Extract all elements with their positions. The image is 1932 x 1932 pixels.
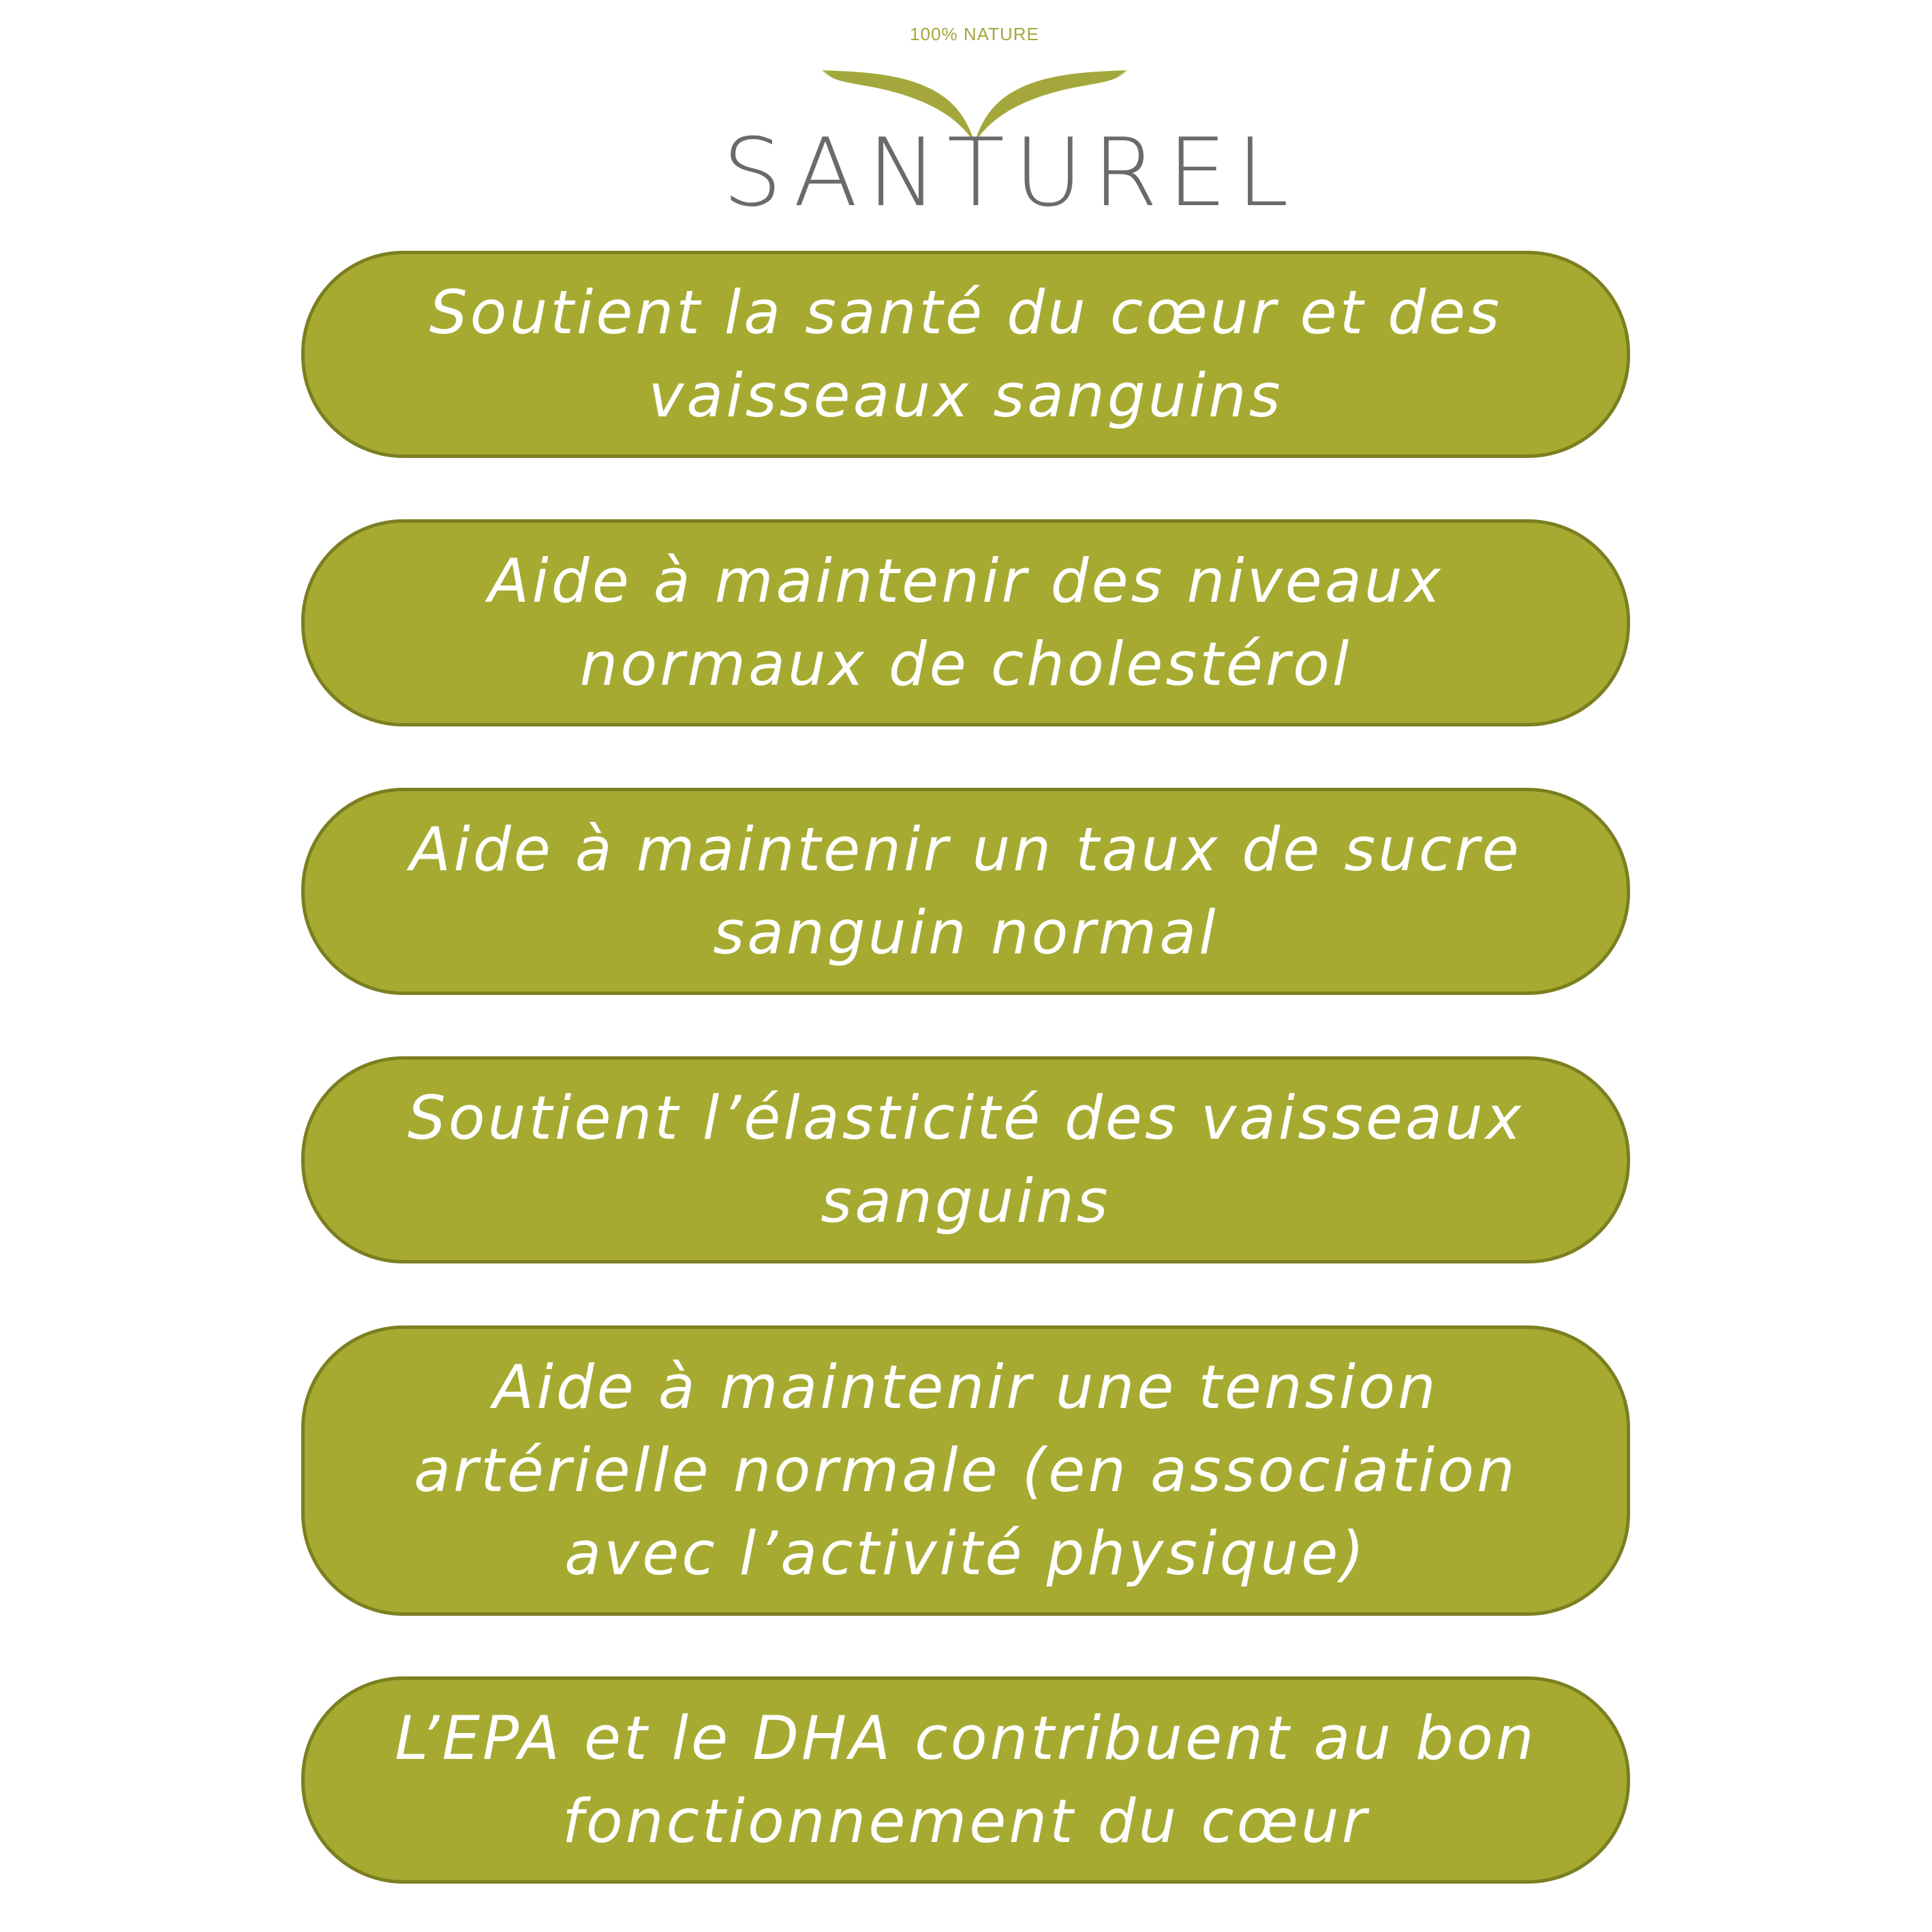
benefit-pill xyxy=(301,788,1630,995)
benefit-text: Soutient la santé du cœur et des vaisseaux sanguins xyxy=(429,277,1503,431)
benefit-pill xyxy=(301,251,1630,458)
benefit-text: Soutient l’élasticité des vaisseaux sanguins xyxy=(408,1083,1524,1236)
brand-tagline: 100% NATURE xyxy=(910,24,1039,44)
benefit-pill xyxy=(301,1325,1630,1616)
benefit-text: Aide à maintenir une tension artérielle normale (en association avec l’activité physique) xyxy=(414,1352,1518,1589)
brand-logo xyxy=(722,24,1299,228)
brand-name: SANTUREL xyxy=(722,118,1299,228)
benefit-text: Aide à maintenir des niveaux normaux de cholestérol xyxy=(488,546,1443,699)
benefit-pill xyxy=(301,1676,1630,1884)
benefit-pill xyxy=(301,1056,1630,1263)
benefit-text: L’EPA et le DHA contribuent au bon fonctionnement du cœur xyxy=(395,1703,1537,1856)
benefit-text: Aide à maintenir un taux de sucre sanguin normal xyxy=(410,814,1522,968)
benefit-pill xyxy=(301,519,1630,726)
